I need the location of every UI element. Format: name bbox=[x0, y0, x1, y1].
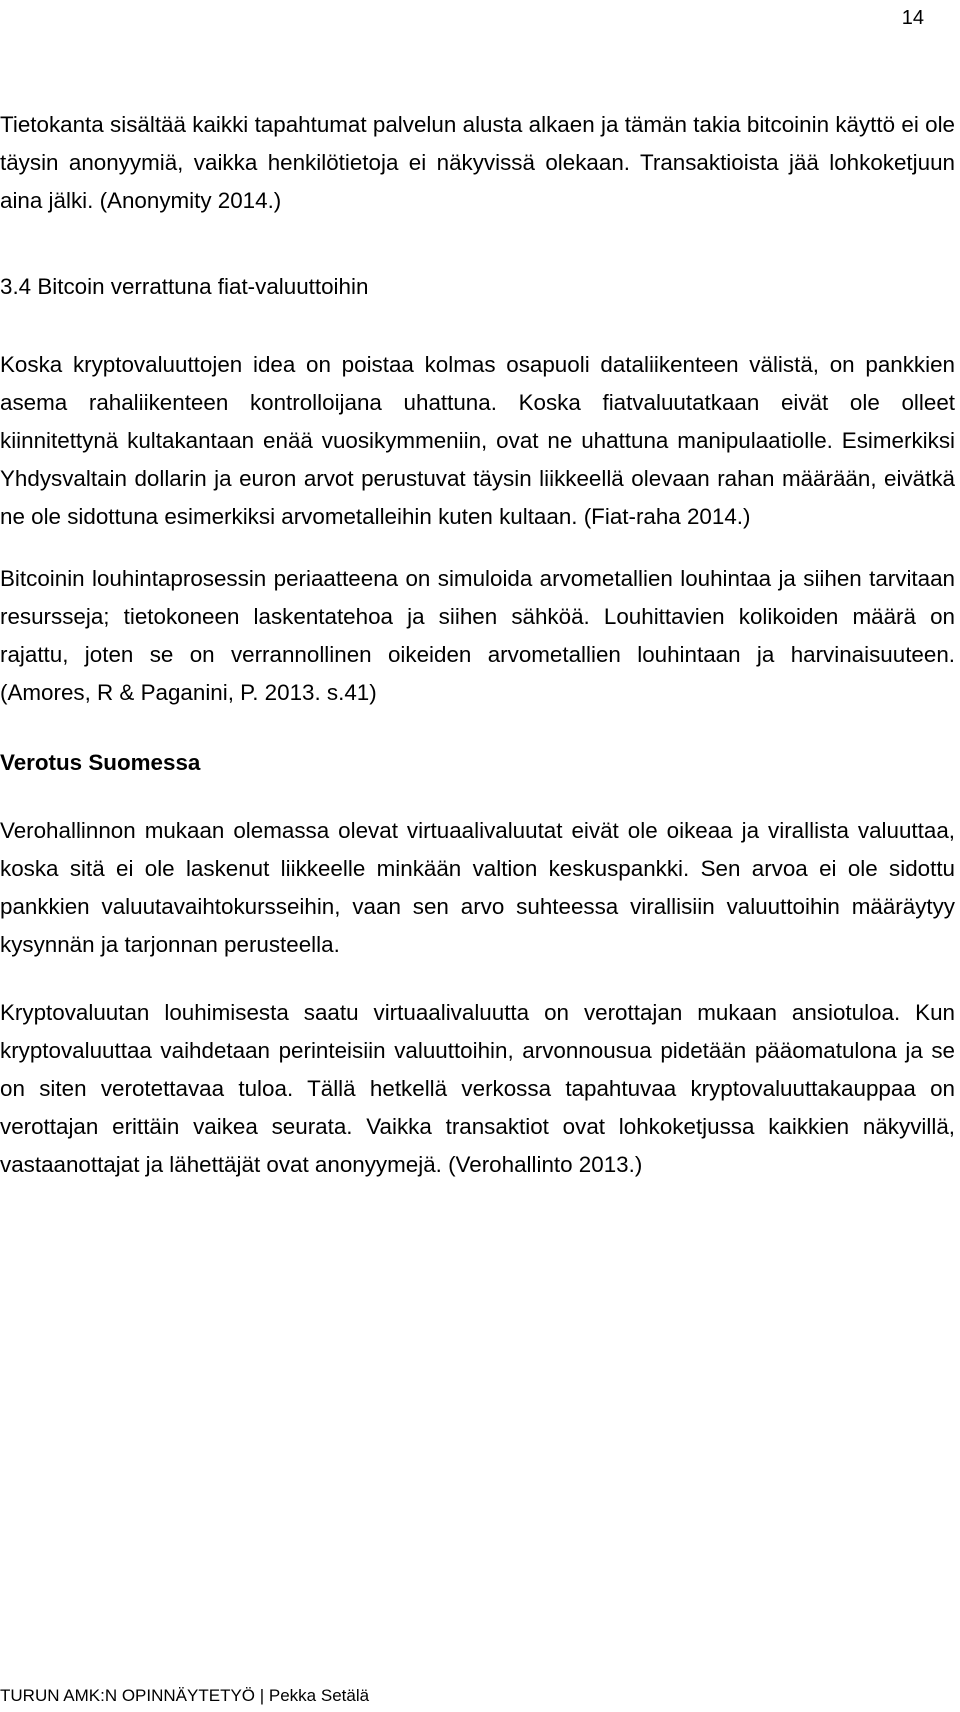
document-body bbox=[0, 106, 955, 1184]
page-number: 14 bbox=[901, 7, 924, 29]
paragraph-anonymity: Tietokanta sisältää kaikki tapahtumat palvelun alusta alkaen ja tämän takia bitcoinin käyttö ei ole täysin anonyymiä, vaikka henkilötietoja ei näkyvissä olekaan. Transaktioista jää lohkoketjuun aina jälki. (Anonymity 2014.) bbox=[0, 112, 955, 213]
section-heading: 3.4 Bitcoin verrattuna fiat-valuuttoihin bbox=[0, 274, 369, 299]
paragraph-fiat: Koska kryptovaluuttojen idea on poistaa kolmas osapuoli dataliikenteen välistä, on pankkien asema rahaliikenteen kontrolloijana uhattuna. Koska fiatvaluutatkaan eivät ole olleet kiinnitettynä kultakantaan enää vuosikymmeniin, ovat ne uhattuna manipulaatiolle. Esimerkiksi Yhdysvaltain dollarin ja euron arvot perustuvat täysin liikkeellä olevaan rahan määrään, eivätkä ne ole sidottuna esimerkiksi arvometalleihin kuten kultaan. (Fiat-raha 2014.) bbox=[0, 352, 955, 529]
paragraph-mining: Bitcoinin louhintaprosessin periaatteena on simuloida arvometallien louhintaa ja siihen tarvitaan resursseja; tietokoneen laskentatehoa ja siihen sähköä. Louhittavien kolikoiden määrä on rajattu, joten se on verrannollinen oikeiden arvometallien louhintaan ja harvinaisuuteen. (Amores, R & Paganini, P. 2013. s.41) bbox=[0, 566, 955, 705]
page-footer: TURUN AMK:N OPINNÄYTETYÖ | Pekka Setälä bbox=[0, 1686, 370, 1705]
paragraph-income-tax: Kryptovaluutan louhimisesta saatu virtuaalivaluutta on verottajan mukaan ansiotuloa. Kun kryptovaluuttaa vaihdetaan perinteisiin valuuttoihin, arvonnousua pidetään pääomatulona ja se on siten verotettavaa tuloa. Tällä hetkellä verkossa tapahtuvaa kryptovaluuttakauppaa on verottajan erittäin vaikea seurata. Vaikka transaktiot ovat lohkoketjussa kaikkien näkyvillä, vastaanottajat ja lähettäjät ovat anonyymejä. (Verohallinto 2013.) bbox=[0, 1000, 955, 1177]
paragraph-tax-authority: Verohallinnon mukaan olemassa olevat virtuaalivaluutat eivät ole oikeaa ja virallista valuuttaa, koska sitä ei ole laskenut liikkeelle minkään valtion keskuspankki. Sen arvoa ei ole sidottu pankkien valuutavaihtokursseihin, vaan sen arvo suhteessa virallisiin valuuttoihin määräytyy kysynnän ja tarjonnan perusteella. bbox=[0, 818, 955, 957]
bold-heading-taxation: Verotus Suomessa bbox=[0, 750, 201, 775]
